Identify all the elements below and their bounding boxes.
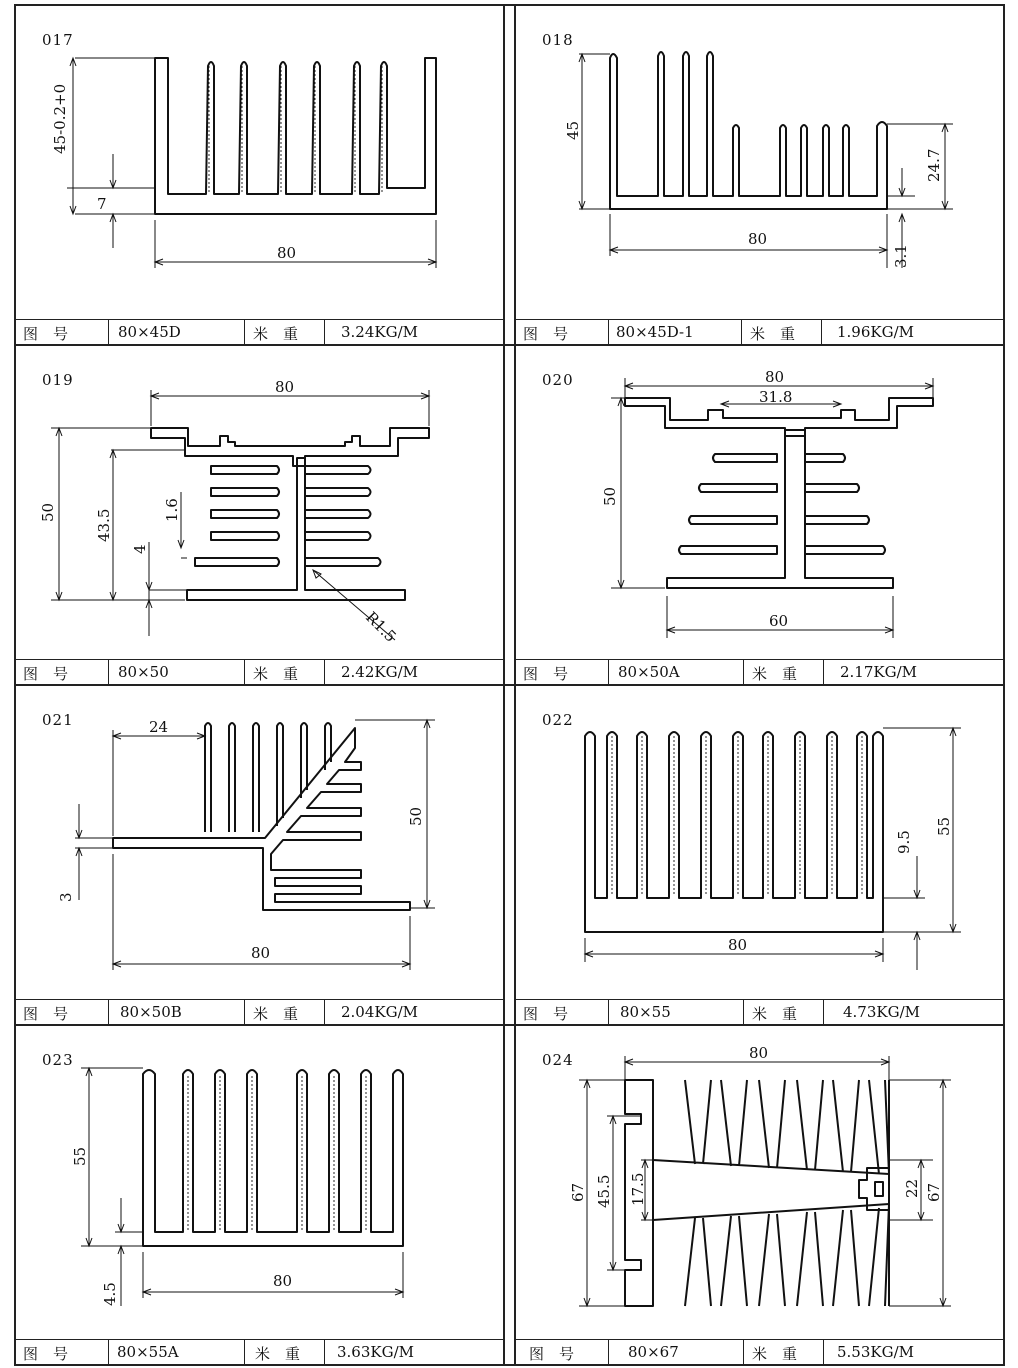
model-value: 80×45D [118, 323, 181, 341]
dim-gap: 17.5 [629, 1172, 647, 1206]
dim-height-right: 67 [925, 1182, 943, 1202]
profile-drawing-022 [515, 686, 1004, 1000]
profile-drawing-024 [515, 1026, 1004, 1340]
fin-texture [209, 66, 382, 192]
profile-drawing-017 [15, 6, 504, 320]
dim-height: 55 [935, 816, 953, 836]
dim-width: 80 [275, 378, 295, 396]
weight-label: 米 重 [253, 1005, 299, 1023]
dim-clip: 22 [903, 1178, 921, 1198]
dim-slot-width: 31.8 [759, 388, 793, 406]
model-value: 80×50A [618, 663, 680, 681]
dim-inner-height: 43.5 [95, 508, 113, 542]
profile-number: 019 [42, 371, 74, 389]
fin-texture [612, 736, 862, 896]
weight-label: 米 重 [752, 665, 798, 683]
figure-no-label: 图 号 [523, 665, 569, 683]
profile-drawing-018 [515, 6, 1004, 320]
profile-panel-022 [515, 686, 1004, 1024]
dim-height: 55 [71, 1146, 89, 1166]
weight-value: 1.96KG/M [837, 323, 914, 341]
spec-row [515, 319, 1004, 344]
weight-value: 2.04KG/M [341, 1003, 418, 1021]
dim-base: 7 [97, 195, 107, 213]
figure-no-label: 图 号 [23, 325, 69, 343]
profile-drawing-020 [515, 346, 1004, 660]
figure-no-label: 图 号 [529, 1345, 575, 1363]
profile-number: 024 [542, 1051, 574, 1069]
profile-drawing-019 [15, 346, 504, 660]
dim-fin-thickness: 4 [131, 544, 149, 554]
dim-base-width: 60 [769, 612, 789, 630]
profile-panel-019 [15, 346, 504, 684]
weight-value: 2.17KG/M [840, 663, 917, 681]
upper-fins [653, 1080, 889, 1174]
dim-height: 45 [564, 120, 582, 140]
heatsink-outline [155, 58, 436, 214]
model-value: 80×67 [628, 1343, 679, 1361]
dim-base: 9.5 [895, 830, 913, 854]
dim-width: 80 [728, 936, 748, 954]
weight-value: 2.42KG/M [341, 663, 418, 681]
frame-bottom [14, 1364, 1004, 1366]
dim-height-left: 67 [569, 1182, 587, 1202]
heatsink-core [667, 430, 893, 588]
spec-row [515, 999, 1004, 1024]
right-fins [305, 466, 381, 566]
profile-panel-021 [15, 686, 504, 1024]
dim-right-height: 24.7 [925, 148, 943, 182]
spec-row [515, 1339, 1004, 1364]
weight-value: 5.53KG/M [837, 1343, 914, 1361]
weight-label: 米 重 [253, 665, 299, 683]
lower-fins [653, 1204, 889, 1306]
profile-number: 017 [42, 31, 74, 49]
left-fins [195, 466, 279, 566]
profile-number: 020 [542, 371, 574, 389]
profile-panel-017 [15, 6, 504, 344]
figure-no-label: 图 号 [523, 1005, 569, 1023]
dim-height: 50 [601, 486, 619, 506]
dim-base: 3 [57, 892, 75, 902]
weight-value: 3.24KG/M [341, 323, 418, 341]
heatsink-outline [610, 52, 887, 209]
figure-no-label: 图 号 [523, 325, 569, 343]
weight-label: 米 重 [750, 325, 796, 343]
profile-number: 018 [542, 31, 574, 49]
spec-row [515, 659, 1004, 684]
dim-fin-gap: 1.6 [163, 498, 181, 522]
dim-width: 80 [765, 368, 785, 386]
model-value: 80×55A [117, 1343, 179, 1361]
dim-height: 50 [407, 806, 425, 826]
weight-value: 3.63KG/M [337, 1343, 414, 1361]
heatsink-outline [585, 732, 883, 932]
model-value: 80×50 [118, 663, 169, 681]
spec-row [15, 999, 504, 1024]
profile-drawing-023 [15, 1026, 504, 1340]
weight-value: 4.73KG/M [843, 1003, 920, 1021]
heatsink-core [187, 458, 405, 600]
profile-number: 023 [42, 1051, 74, 1069]
model-value: 80×45D-1 [616, 323, 694, 341]
profile-panel-020 [515, 346, 1004, 684]
model-value: 80×50B [120, 1003, 182, 1021]
spec-row [15, 319, 504, 344]
dim-offset: 24 [149, 718, 169, 736]
profile-number: 021 [42, 711, 74, 729]
heatsink-top-plate [151, 428, 429, 466]
profile-drawing-021 [15, 686, 504, 1000]
dim-height: 45-0.2+0 [51, 83, 69, 154]
profile-number: 022 [542, 711, 574, 729]
dim-inner-height: 45.5 [595, 1174, 613, 1208]
dim-height: 50 [39, 502, 57, 522]
left-fins [679, 454, 777, 554]
weight-label: 米 重 [253, 325, 299, 343]
dim-width: 80 [273, 1272, 293, 1290]
spec-row [15, 659, 504, 684]
weight-label: 米 重 [752, 1005, 798, 1023]
dim-width: 80 [749, 1044, 769, 1062]
spec-row [15, 1339, 504, 1364]
figure-no-label: 图 号 [23, 1345, 69, 1363]
heatsink-outline [143, 1070, 403, 1246]
dim-radius: R1.5 [362, 608, 400, 646]
figure-no-label: 图 号 [23, 665, 69, 683]
corner-heatsink-outline [113, 728, 410, 910]
profile-panel-023 [15, 1026, 504, 1364]
dim-base: 3.1 [892, 244, 910, 268]
dim-width: 80 [748, 230, 768, 248]
dim-width: 80 [277, 244, 297, 262]
profile-panel-024 [515, 1026, 1004, 1364]
model-value: 80×55 [620, 1003, 671, 1021]
weight-label: 米 重 [752, 1345, 798, 1363]
right-fins [805, 454, 885, 554]
figure-no-label: 图 号 [23, 1005, 69, 1023]
dim-width: 80 [251, 944, 271, 962]
weight-label: 米 重 [255, 1345, 301, 1363]
profile-panel-018 [515, 6, 1004, 344]
dim-base: 4.5 [101, 1282, 119, 1306]
